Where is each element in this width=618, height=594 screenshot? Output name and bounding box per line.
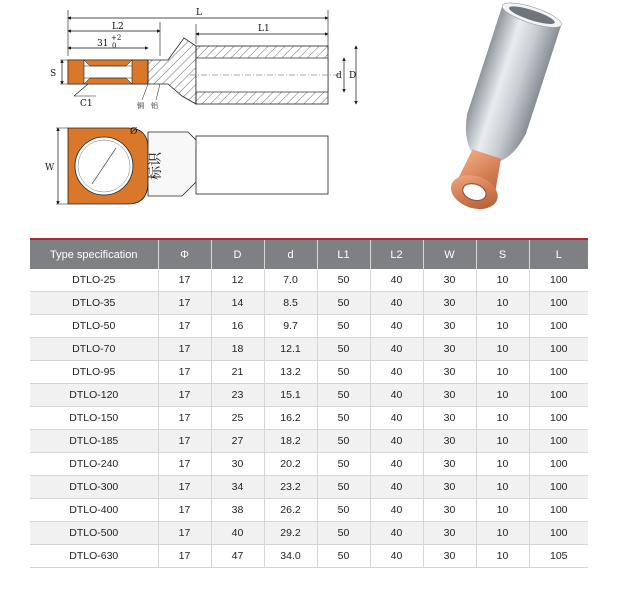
cell-L1: 50	[317, 453, 370, 476]
cell-d: 7.0	[264, 269, 317, 292]
cell-L2: 40	[370, 384, 423, 407]
copper-label: 铜	[137, 102, 144, 110]
cell-type: DTLO-500	[30, 522, 158, 545]
cell-L: 100	[529, 453, 588, 476]
chamfer-C1-label: C1	[80, 99, 93, 109]
cell-d: 12.1	[264, 338, 317, 361]
cell-W: 30	[423, 499, 476, 522]
table-header-row	[30, 239, 588, 269]
dim-L1-label: L1	[258, 24, 270, 34]
cell-D: 38	[211, 499, 264, 522]
table-row	[30, 384, 588, 407]
cell-S: 10	[476, 315, 529, 338]
cell-phi: 17	[158, 384, 211, 407]
cell-phi: 17	[158, 499, 211, 522]
cell-d: 34.0	[264, 545, 317, 568]
cell-d: 9.7	[264, 315, 317, 338]
cell-S: 10	[476, 522, 529, 545]
cell-L2: 40	[370, 292, 423, 315]
cell-L: 100	[529, 315, 588, 338]
header-L: L	[529, 239, 588, 269]
cell-W: 30	[423, 292, 476, 315]
cell-D: 25	[211, 407, 264, 430]
header-d: d	[264, 239, 317, 269]
cell-type: DTLO-185	[30, 430, 158, 453]
cell-L1: 50	[317, 499, 370, 522]
cell-L2: 40	[370, 269, 423, 292]
product-photo	[0, 0, 618, 232]
cell-W: 30	[423, 522, 476, 545]
aluminum-label: 铝	[151, 102, 158, 110]
table-body	[30, 269, 588, 568]
table-row	[30, 407, 588, 430]
cell-d: 13.2	[264, 361, 317, 384]
cell-D: 12	[211, 269, 264, 292]
cell-type: DTLO-120	[30, 384, 158, 407]
header-D: D	[211, 239, 264, 269]
cell-S: 10	[476, 453, 529, 476]
cell-type: DTLO-400	[30, 499, 158, 522]
header-L1: L1	[317, 239, 370, 269]
cell-phi: 17	[158, 545, 211, 568]
cell-L1: 50	[317, 338, 370, 361]
cell-d: 20.2	[264, 453, 317, 476]
cell-L: 100	[529, 430, 588, 453]
cell-L1: 50	[317, 522, 370, 545]
cell-type: DTLO-240	[30, 453, 158, 476]
cell-L2: 40	[370, 453, 423, 476]
table-row	[30, 522, 588, 545]
cable-lug-photo	[440, 0, 564, 217]
cell-S: 10	[476, 292, 529, 315]
cell-type: DTLO-50	[30, 315, 158, 338]
cell-L1: 50	[317, 292, 370, 315]
cell-phi: 17	[158, 292, 211, 315]
dim-W-label: W	[45, 163, 55, 173]
cell-L1: 50	[317, 545, 370, 568]
dim-tolerance-plus: +2	[111, 34, 122, 42]
cell-D: 16	[211, 315, 264, 338]
cell-type: DTLO-300	[30, 476, 158, 499]
cell-d: 29.2	[264, 522, 317, 545]
table-row	[30, 338, 588, 361]
cell-L: 100	[529, 499, 588, 522]
phi-label: Ø	[130, 127, 138, 137]
cell-L2: 40	[370, 476, 423, 499]
table-row	[30, 545, 588, 568]
cell-L: 100	[529, 338, 588, 361]
cell-type: DTLO-70	[30, 338, 158, 361]
cell-type: DTLO-35	[30, 292, 158, 315]
cell-L: 100	[529, 384, 588, 407]
table-row	[30, 430, 588, 453]
cell-W: 30	[423, 430, 476, 453]
cell-S: 10	[476, 384, 529, 407]
cell-type: DTLO-25	[30, 269, 158, 292]
cell-L2: 40	[370, 545, 423, 568]
dim-D-label: D	[349, 71, 357, 81]
cell-L2: 40	[370, 430, 423, 453]
mark-label: 标识	[148, 152, 164, 180]
table-row	[30, 499, 588, 522]
cell-S: 10	[476, 407, 529, 430]
cell-D: 23	[211, 384, 264, 407]
cell-W: 30	[423, 476, 476, 499]
header-W: W	[423, 239, 476, 269]
cell-L1: 50	[317, 384, 370, 407]
cell-L1: 50	[317, 269, 370, 292]
header-phi: Φ	[158, 239, 211, 269]
cell-D: 30	[211, 453, 264, 476]
cell-d: 23.2	[264, 476, 317, 499]
cell-W: 30	[423, 545, 476, 568]
cell-L1: 50	[317, 476, 370, 499]
cell-L: 100	[529, 361, 588, 384]
cell-L1: 50	[317, 407, 370, 430]
table-row	[30, 476, 588, 499]
table-row	[30, 361, 588, 384]
dim-L2-label: L2	[112, 22, 124, 32]
cell-L2: 40	[370, 338, 423, 361]
cell-phi: 17	[158, 269, 211, 292]
cell-S: 10	[476, 476, 529, 499]
dim-S-label: S	[50, 69, 57, 79]
cell-W: 30	[423, 338, 476, 361]
cell-L: 100	[529, 407, 588, 430]
cell-S: 10	[476, 269, 529, 292]
cell-type: DTLO-630	[30, 545, 158, 568]
cell-L: 100	[529, 476, 588, 499]
cell-d: 15.1	[264, 384, 317, 407]
cell-d: 26.2	[264, 499, 317, 522]
cell-L2: 40	[370, 407, 423, 430]
cell-D: 14	[211, 292, 264, 315]
cell-S: 10	[476, 499, 529, 522]
dim-L-label: L	[196, 8, 202, 18]
cell-L2: 40	[370, 315, 423, 338]
cell-S: 10	[476, 545, 529, 568]
cell-D: 27	[211, 430, 264, 453]
cell-type: DTLO-150	[30, 407, 158, 430]
cell-d: 8.5	[264, 292, 317, 315]
cell-W: 30	[423, 315, 476, 338]
cell-S: 10	[476, 338, 529, 361]
cell-D: 21	[211, 361, 264, 384]
cell-D: 47	[211, 545, 264, 568]
cell-phi: 17	[158, 430, 211, 453]
dim-31-label: 31	[97, 39, 109, 49]
cell-L: 100	[529, 269, 588, 292]
cell-L1: 50	[317, 361, 370, 384]
cell-d: 18.2	[264, 430, 317, 453]
cell-phi: 17	[158, 476, 211, 499]
cell-S: 10	[476, 430, 529, 453]
cell-L2: 40	[370, 499, 423, 522]
cell-D: 40	[211, 522, 264, 545]
cell-d: 16.2	[264, 407, 317, 430]
cell-phi: 17	[158, 522, 211, 545]
cell-phi: 17	[158, 338, 211, 361]
cell-type: DTLO-95	[30, 361, 158, 384]
cell-phi: 17	[158, 315, 211, 338]
cell-L2: 40	[370, 522, 423, 545]
dim-tolerance-zero: 0	[112, 42, 117, 50]
cell-D: 18	[211, 338, 264, 361]
cell-L1: 50	[317, 315, 370, 338]
cell-S: 10	[476, 361, 529, 384]
cell-phi: 17	[158, 361, 211, 384]
dim-d-label: d	[336, 71, 342, 81]
cell-L1: 50	[317, 430, 370, 453]
header-type-specification: Type specification	[30, 239, 158, 269]
header-S: S	[476, 239, 529, 269]
cell-L2: 40	[370, 361, 423, 384]
cell-L: 100	[529, 522, 588, 545]
cell-W: 30	[423, 407, 476, 430]
table-row	[30, 269, 588, 292]
cell-L: 100	[529, 292, 588, 315]
table-row	[30, 292, 588, 315]
cell-phi: 17	[158, 407, 211, 430]
cell-W: 30	[423, 269, 476, 292]
table-row	[30, 453, 588, 476]
cell-W: 30	[423, 384, 476, 407]
cell-W: 30	[423, 453, 476, 476]
cell-phi: 17	[158, 453, 211, 476]
spec-table	[30, 238, 588, 568]
cell-D: 34	[211, 476, 264, 499]
cell-W: 30	[423, 361, 476, 384]
cell-L: 105	[529, 545, 588, 568]
table-row	[30, 315, 588, 338]
header-L2: L2	[370, 239, 423, 269]
